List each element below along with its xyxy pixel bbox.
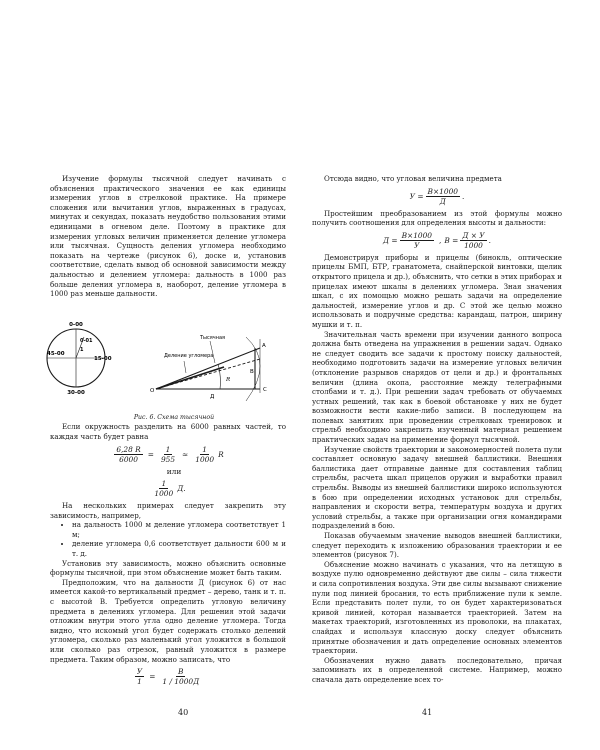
- point-c-label: С: [263, 386, 267, 393]
- examples-list: [50, 520, 286, 558]
- circle-label-bottom: 30-00: [67, 389, 85, 396]
- formula-angular-size: [312, 187, 562, 206]
- point-r-label: R: [226, 376, 231, 383]
- f-num: У: [136, 667, 143, 677]
- f-num: 1: [165, 444, 171, 454]
- f-den: Д: [439, 196, 446, 206]
- paragraph: Изучение формулы тысячной следует начинать с объяснения практического значения ее как единицы измерения углов в стрелковой практике. На примере сложения или вычитания углов, выраженных в градусах, минутах и секундах, показать неудобство пользования этими единицами в огневом деле. Поэтому в практике для измерения угловых величин применяется деление угломера или тысячная. Сущность деления угломера необходимо показать на чертеже (рисунок 6), доске и, установив соответствие, сделать вывод об основной зависимости между дальностью и делением угломера: дальность в 1000 раз больше деления угломера в, наоборот, деление угломера в 1000 раз меньше дальности.: [50, 174, 286, 299]
- point-o-label: О: [150, 387, 155, 394]
- formula-6000-division: [50, 445, 286, 464]
- paragraph: Обозначения нужно давать последовательно, причая запоминать их в определенной системе. Например, можно сначала дать определение всех то-: [312, 655, 562, 684]
- circle-label-left: 45-00: [47, 350, 65, 357]
- paragraph: Установив эту зависимость, можно объяснить основные формулы тысячной, при этом объяснение может быть таким.: [50, 558, 286, 578]
- circle-label-inner-upper: 0-01: [80, 337, 93, 344]
- f-op: =: [147, 449, 154, 459]
- f-den: 1000: [464, 240, 483, 250]
- f-den: 6000: [119, 454, 138, 464]
- f-den: 1 / 1000Д: [162, 677, 200, 687]
- list-item: • деление угломера 0,6 соответствует дальности 600 м и т. д.: [72, 539, 286, 558]
- f-den: 1000: [154, 489, 174, 499]
- paragraph: Отсюда видно, что угловая величина предмета: [324, 174, 502, 183]
- f-num: 6,28 R: [116, 444, 141, 454]
- f-var: Д.: [177, 484, 186, 494]
- circle-label-top: 0-00: [69, 321, 83, 328]
- circle-label-right: 15-00: [94, 355, 112, 362]
- paragraph: Показав обучаемым значение выводов внешней баллистики, следует переходить к изложению образования траектории и ее элементов (рисунок 7).: [312, 531, 562, 560]
- label-thousandth: Тысячная: [200, 334, 226, 341]
- paragraph: Значительная часть времени при изучении данного вопроса должна быть отведена на упражнения в решении задач. Однако не следует сводить все задачи к простому поиску дальностей, необходимо подготовить задачи на измерение угловых величин (отклонение разрывов снарядов от цели и др.) и фронтальных величин (длина окопа, расстояние между телеграфными столбами и т. д.). При решении задач требовать от обучаемых устных решений, так как в боевой обстановке у них не будет возможности вести какие-либо записи. В последующем на полевых занятиях при проведении стрелковых тренировок и стрельб необходимо закрепить изученный материал решением практических задач на применение формул тысячной.: [312, 329, 562, 445]
- f-op: ≈: [182, 449, 189, 459]
- f-lhs: В =: [444, 235, 459, 245]
- f-end: .: [488, 235, 491, 245]
- paragraph: Предположим, что на дальности Д (рисунок 6) от нас имеется какой-то вертикальный предмет – дерево, танк и т. п. с высотой В. Требуется определить угловую величину предмета в делениях угломера. Для решения этой задачи отложим внутри этого угла одно деление угломера. Тогда видно, что искомый угол будет содержать столько делений угломера, сколько раз маленький угол уложится в большой или сколько раз отрезок, равный уложится в размере предмета. Таким образом, можно записать, что: [50, 577, 286, 664]
- formula-height-distance: [312, 231, 562, 250]
- f-end: .: [461, 191, 465, 201]
- paragraph: Если окружность разделить на 6000 равных частей, то каждая часть будет равна: [50, 422, 286, 441]
- paragraph: Объяснение можно начинать с указания, что на летящую в воздухе пулю одновременно действуют две силы – сила тяжести и сила сопротивления воздуха. Эти две силы вызывают снижение пули под линией бросания, то есть приближение пули к земле. Если представить полет пули, то он будет характеризоваться кривой линией, которая называется траекторией. Затем на макетах траекторий, изготовленных из проволоки, на плакатах, слайдах и используя классную доску следует объяснить принятые обозначения и дать определение основных элементов траектории.: [312, 559, 562, 656]
- f-sep: ,: [439, 235, 442, 245]
- f-num: 1: [202, 444, 207, 454]
- paragraph: На нескольких примерах следует закрепить эту зависимость, например,: [50, 501, 286, 520]
- point-d-label: Д: [210, 393, 215, 400]
- point-a-label: А: [262, 342, 266, 349]
- paragraph: Демонстрируя приборы и прицелы (бинокль, оптические прицелы БМП, БТР, гранатомета, снайперской винтовки, щелик открытого прицела и др.), объяснить, что сетки в этих приборах и прицелах имеют шкалы в делениях угломера. Зная значения шкал, с их помощью можно решать задачи на определение дальностей, измерение углов и др. С этой же целью можно использовать и подручные средства: карандаш, патрон, ширину мушки и т. п.: [312, 252, 562, 329]
- f-op: =: [149, 672, 156, 682]
- paragraph: Простейшим преобразованием из этой формулы можно получить соотношения для определения высоты и дальности:: [312, 208, 562, 228]
- f-num: В×1000: [427, 186, 458, 196]
- list-item: • на дальность 1000 м деление угломера соответствует 1 м;: [72, 520, 286, 539]
- f-num: В: [178, 667, 184, 677]
- f-num: Д × У: [462, 230, 485, 240]
- circle-label-inner-lower: 1: [80, 346, 84, 353]
- formula-angle-ratio: [50, 667, 286, 686]
- point-b-label: В: [250, 368, 254, 375]
- figure-caption: Рис. 6. Схема тысячной: [133, 413, 215, 421]
- page-number: 40: [178, 708, 189, 717]
- formula-distance: [50, 479, 286, 498]
- page-number: 41: [422, 708, 433, 717]
- paragraph: Изучение свойств траектории и закономерностей полета пули составляет основную задачу внешней баллистики. Внешняя баллистика дает отправные данные для составления таблиц стрельбы, расчета шкал прицелов оружия и выработки правил стрельбы. Выводы из внешней баллистики широко используются в бою при определении исходных установок для стрельбы, направления и скорости ветра, температуры воздуха и других условий стрельбы, а также при организации огня командирами подразделений в бою.: [312, 444, 562, 531]
- f-lhs: У =: [409, 191, 424, 201]
- f-lhs: Д =: [383, 235, 398, 245]
- f-num: 1: [161, 479, 167, 489]
- label-division: Деление угломера: [164, 352, 214, 359]
- formula-or-word: или: [166, 466, 182, 476]
- f-den: 1000: [195, 454, 215, 464]
- right-page: [300, 0, 600, 750]
- f-den: 1: [137, 677, 142, 687]
- right-text-column: [312, 174, 562, 685]
- left-text-column: [47, 174, 286, 689]
- f-num: В×1000: [401, 230, 433, 240]
- f-var: R: [218, 449, 224, 459]
- f-den: 955: [160, 454, 176, 464]
- f-den: У: [414, 240, 420, 250]
- thousandth-diagram: [47, 301, 286, 413]
